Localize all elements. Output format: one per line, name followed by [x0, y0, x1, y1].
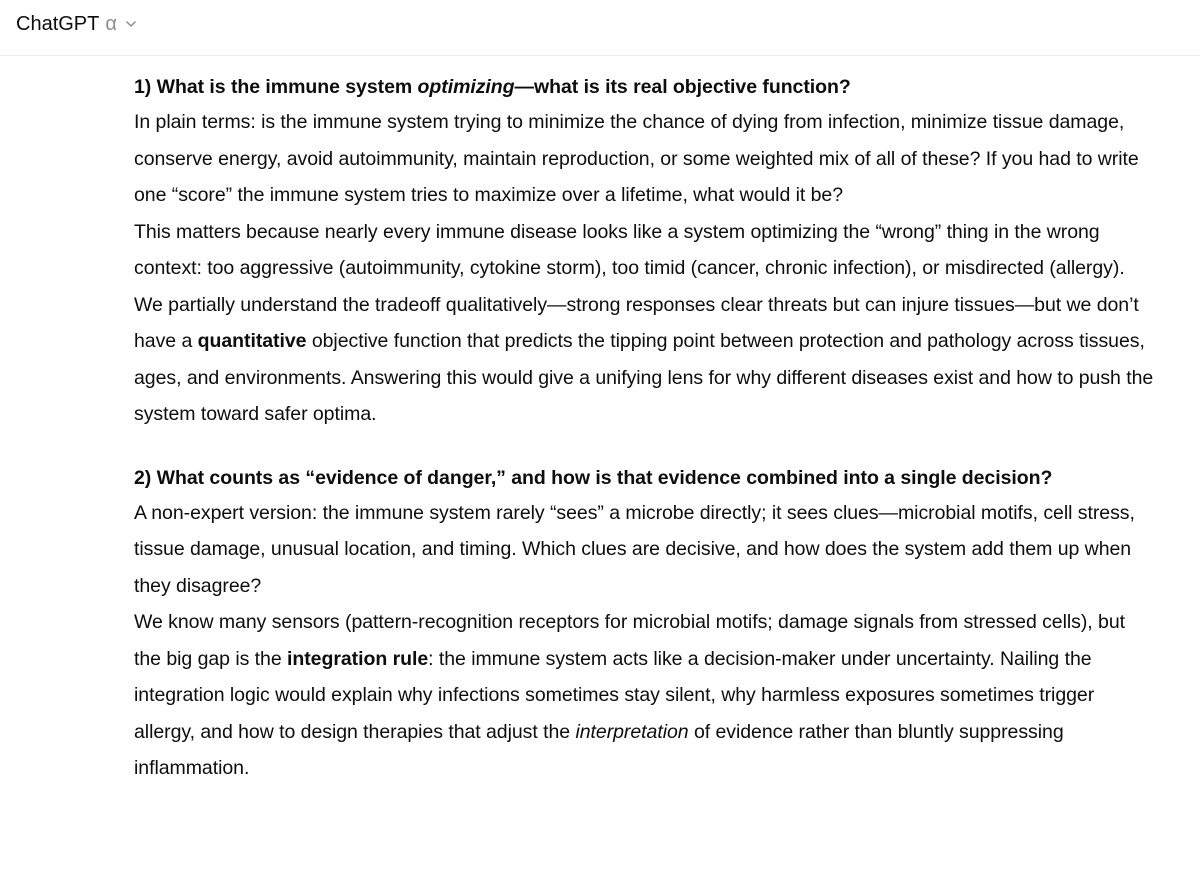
chevron-down-icon	[124, 17, 138, 31]
title-text: —what is its real objective function?	[514, 76, 851, 98]
question-section-1	[134, 70, 1154, 433]
paragraph-text: objective function that predicts the tipping point between protection and pathology across tissues, ages, and environments. Answering this would give a unifying lens for why different diseases exist and how to push the system toward safer optima.	[134, 330, 1154, 425]
paragraph-text: : the immune system acts like a decision-maker under uncertainty. Nailing the integration logic would explain why infections sometimes stay silent, why harmless exposures sometimes trigger allergy, and how to design therapies that adjust the	[134, 647, 1095, 743]
question-section-2	[134, 461, 1154, 787]
paragraph-bold: quantitative	[197, 330, 307, 352]
assistant-message	[134, 70, 1154, 815]
paragraph-text: of evidence rather than bluntly suppressing inflammation.	[134, 720, 1064, 779]
title-text: 1) What is the immune system	[134, 76, 418, 98]
section-1-paragraph-1: In plain terms: is the immune system trying to minimize the chance of dying from infection, minimize tissue damage, conserve energy, avoid autoimmunity, maintain reproduction, or some weighted mix of all of these? If you had to write one “score” the immune system tries to maximize over a lifetime, what would it be?	[134, 111, 1139, 206]
section-title-2: 2) What counts as “evidence of danger,” and how is that evidence combined into a single decision?	[134, 466, 1053, 489]
paragraph-text: This matters because nearly every immune disease looks like a system optimizing the “wrong” thing in the wrong context: too aggressive (autoimmunity, cytokine storm), too timid (cancer, chronic infection), or misdirected (allergy). We partially understand the tradeoff qualitatively—strong responses clear threats but can injure tissues—but we don’t have a	[134, 220, 1139, 352]
section-2-paragraph-1: A non-expert version: the immune system rarely “sees” a microbe directly; it sees clues—microbial motifs, cell stress, tissue damage, unusual location, and timing. Which clues are decisive, and how does the system add them up when they disagree?	[134, 501, 1135, 597]
paragraph-text: We know many sensors (pattern-recognition receptors for microbial motifs; damage signals from stressed cells), but the big gap is the	[134, 611, 1126, 670]
title-emphasis: optimizing	[417, 76, 515, 98]
section-2-paragraph-2	[134, 604, 1154, 787]
section-1-paragraph-2	[134, 214, 1154, 433]
top-bar	[0, 0, 1200, 56]
paragraph-emphasis: interpretation	[575, 720, 689, 743]
model-switcher-button[interactable]	[16, 8, 138, 40]
model-name: ChatGPT	[16, 12, 100, 35]
section-title-1	[134, 70, 1154, 104]
paragraph-bold: integration rule	[287, 647, 429, 670]
model-badge: α	[105, 12, 117, 35]
